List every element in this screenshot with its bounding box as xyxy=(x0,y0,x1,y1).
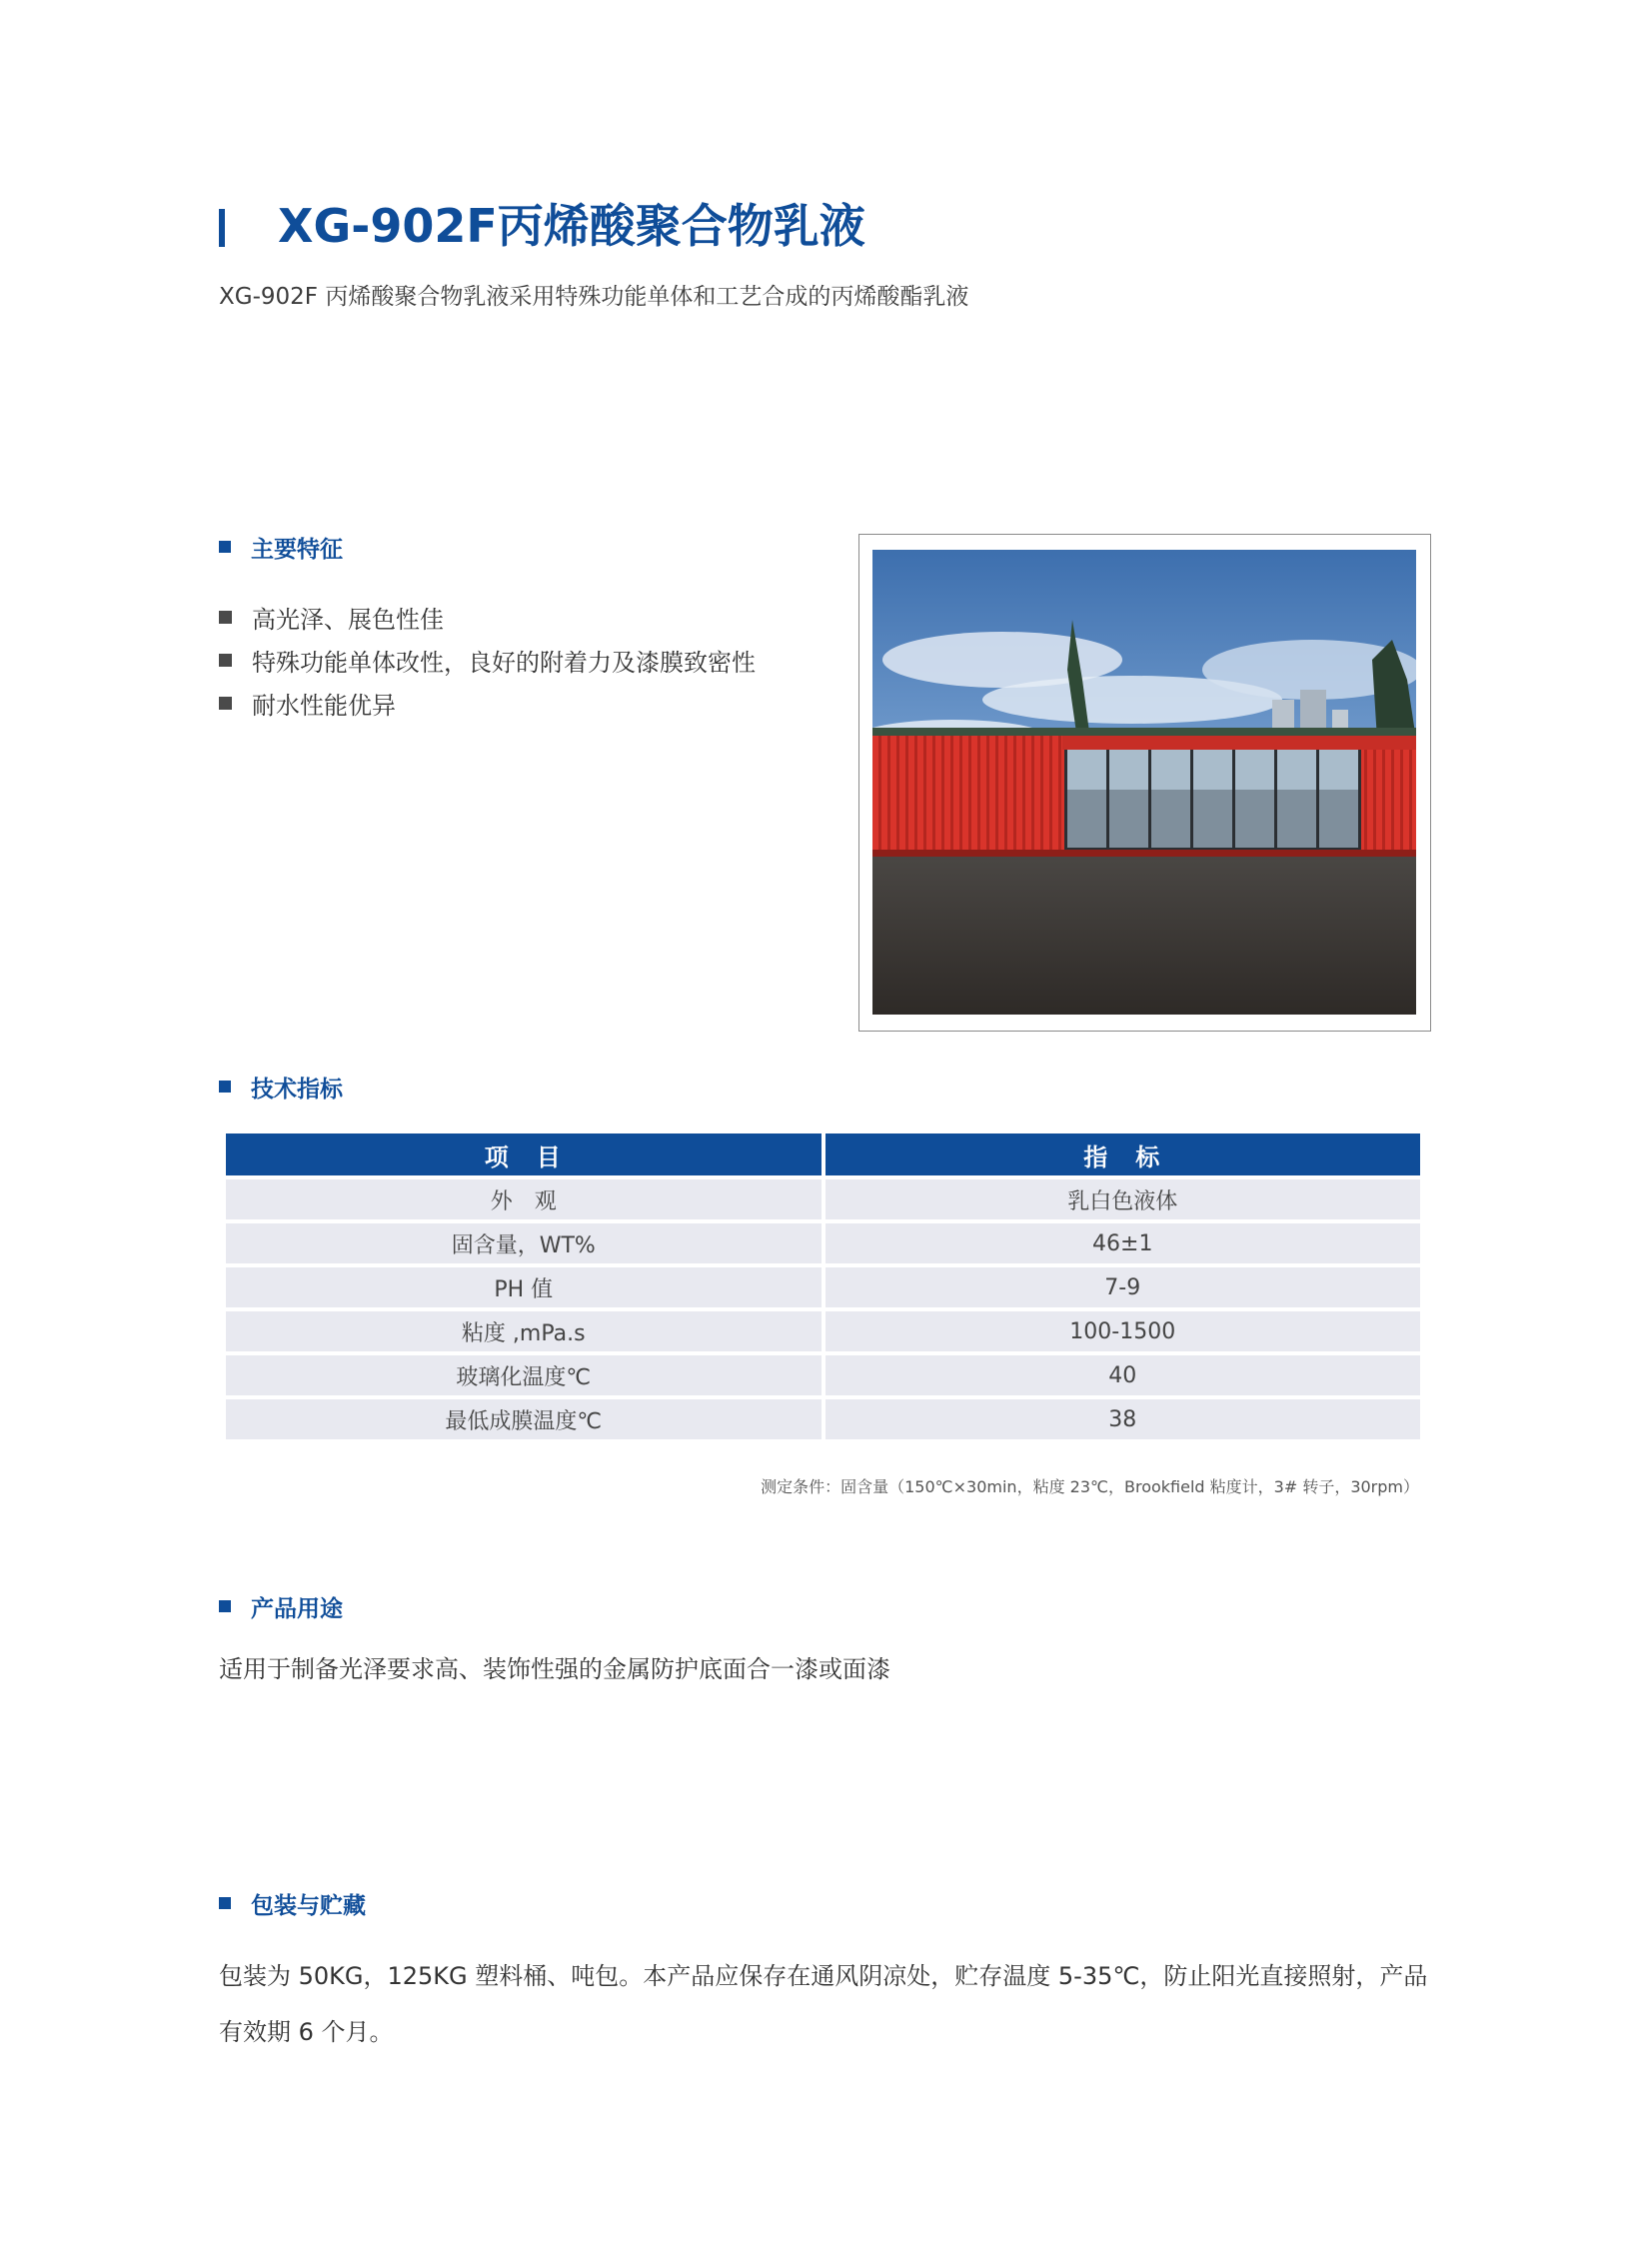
usage-text: 适用于制备光泽要求高、装饰性强的金属防护底面合一漆或面漆 xyxy=(219,1655,890,1683)
table-cell: 38 xyxy=(826,1399,1421,1439)
square-bullet-icon xyxy=(219,611,232,624)
section-heading-features xyxy=(219,531,343,563)
page-subtitle: XG-902F 丙烯酸聚合物乳液采用特殊功能单体和工艺合成的丙烯酸酯乳液 xyxy=(219,284,969,310)
table-row xyxy=(226,1355,1420,1395)
square-bullet-icon xyxy=(219,697,232,710)
section-heading-specs xyxy=(219,1071,343,1103)
table-row xyxy=(226,1179,1420,1219)
container-building-image xyxy=(872,550,1416,1015)
table-header-row xyxy=(226,1133,1420,1175)
table-cell: 100-1500 xyxy=(826,1311,1421,1351)
section-heading-storage xyxy=(219,1887,366,1919)
product-photo-frame xyxy=(858,534,1431,1032)
section-heading-label: 产品用途 xyxy=(251,1595,343,1622)
column-header: 项 目 xyxy=(226,1133,822,1175)
square-bullet-icon xyxy=(219,1897,231,1909)
section-heading-label: 主要特征 xyxy=(251,536,343,563)
square-bullet-icon xyxy=(219,654,232,667)
container-building-photo xyxy=(872,550,1416,1015)
page-title: XG-902F丙烯酸聚合物乳液 xyxy=(278,199,865,253)
feature-text: 高光泽、展色性佳 xyxy=(252,606,444,634)
table-row xyxy=(226,1223,1420,1263)
list-item xyxy=(219,596,756,639)
table-cell: 外 观 xyxy=(226,1179,822,1219)
table-cell: PH 值 xyxy=(226,1267,822,1307)
table-cell: 固含量，WT% xyxy=(226,1223,822,1263)
table-cell: 46±1 xyxy=(826,1223,1421,1263)
feature-list xyxy=(219,596,756,725)
square-bullet-icon xyxy=(219,1081,231,1093)
square-bullet-icon xyxy=(219,1600,231,1612)
spec-table xyxy=(222,1129,1424,1443)
feature-text: 耐水性能优异 xyxy=(252,692,396,720)
section-heading-label: 技术指标 xyxy=(251,1076,343,1103)
table-row xyxy=(226,1311,1420,1351)
feature-text: 特殊功能单体改性，良好的附着力及漆膜致密性 xyxy=(252,649,756,677)
square-bullet-icon xyxy=(219,541,231,553)
table-cell: 玻璃化温度℃ xyxy=(226,1355,822,1395)
section-heading-usage xyxy=(219,1590,343,1622)
table-cell: 最低成膜温度℃ xyxy=(226,1399,822,1439)
table-row xyxy=(226,1399,1420,1439)
list-item xyxy=(219,682,756,725)
column-header: 指 标 xyxy=(826,1133,1421,1175)
section-heading-label: 包装与贮藏 xyxy=(251,1892,366,1919)
storage-text: 包装为 50KG，125KG 塑料桶、吨包。本产品应保存在通风阴凉处，贮存温度 5-35℃，防止阳光直接照射，产品有效期 6 个月。 xyxy=(219,1962,1428,2046)
test-conditions-note: 测定条件：固含量（150℃×30min，粘度 23℃，Brookfield 粘度计，3# 转子，30rpm） xyxy=(761,1477,1419,1496)
table-cell: 40 xyxy=(826,1355,1421,1395)
table-row xyxy=(226,1267,1420,1307)
title-accent-bar xyxy=(219,209,225,247)
list-item xyxy=(219,639,756,682)
table-cell: 7-9 xyxy=(826,1267,1421,1307)
table-cell: 粘度 ,mPa.s xyxy=(226,1311,822,1351)
table-cell: 乳白色液体 xyxy=(826,1179,1421,1219)
